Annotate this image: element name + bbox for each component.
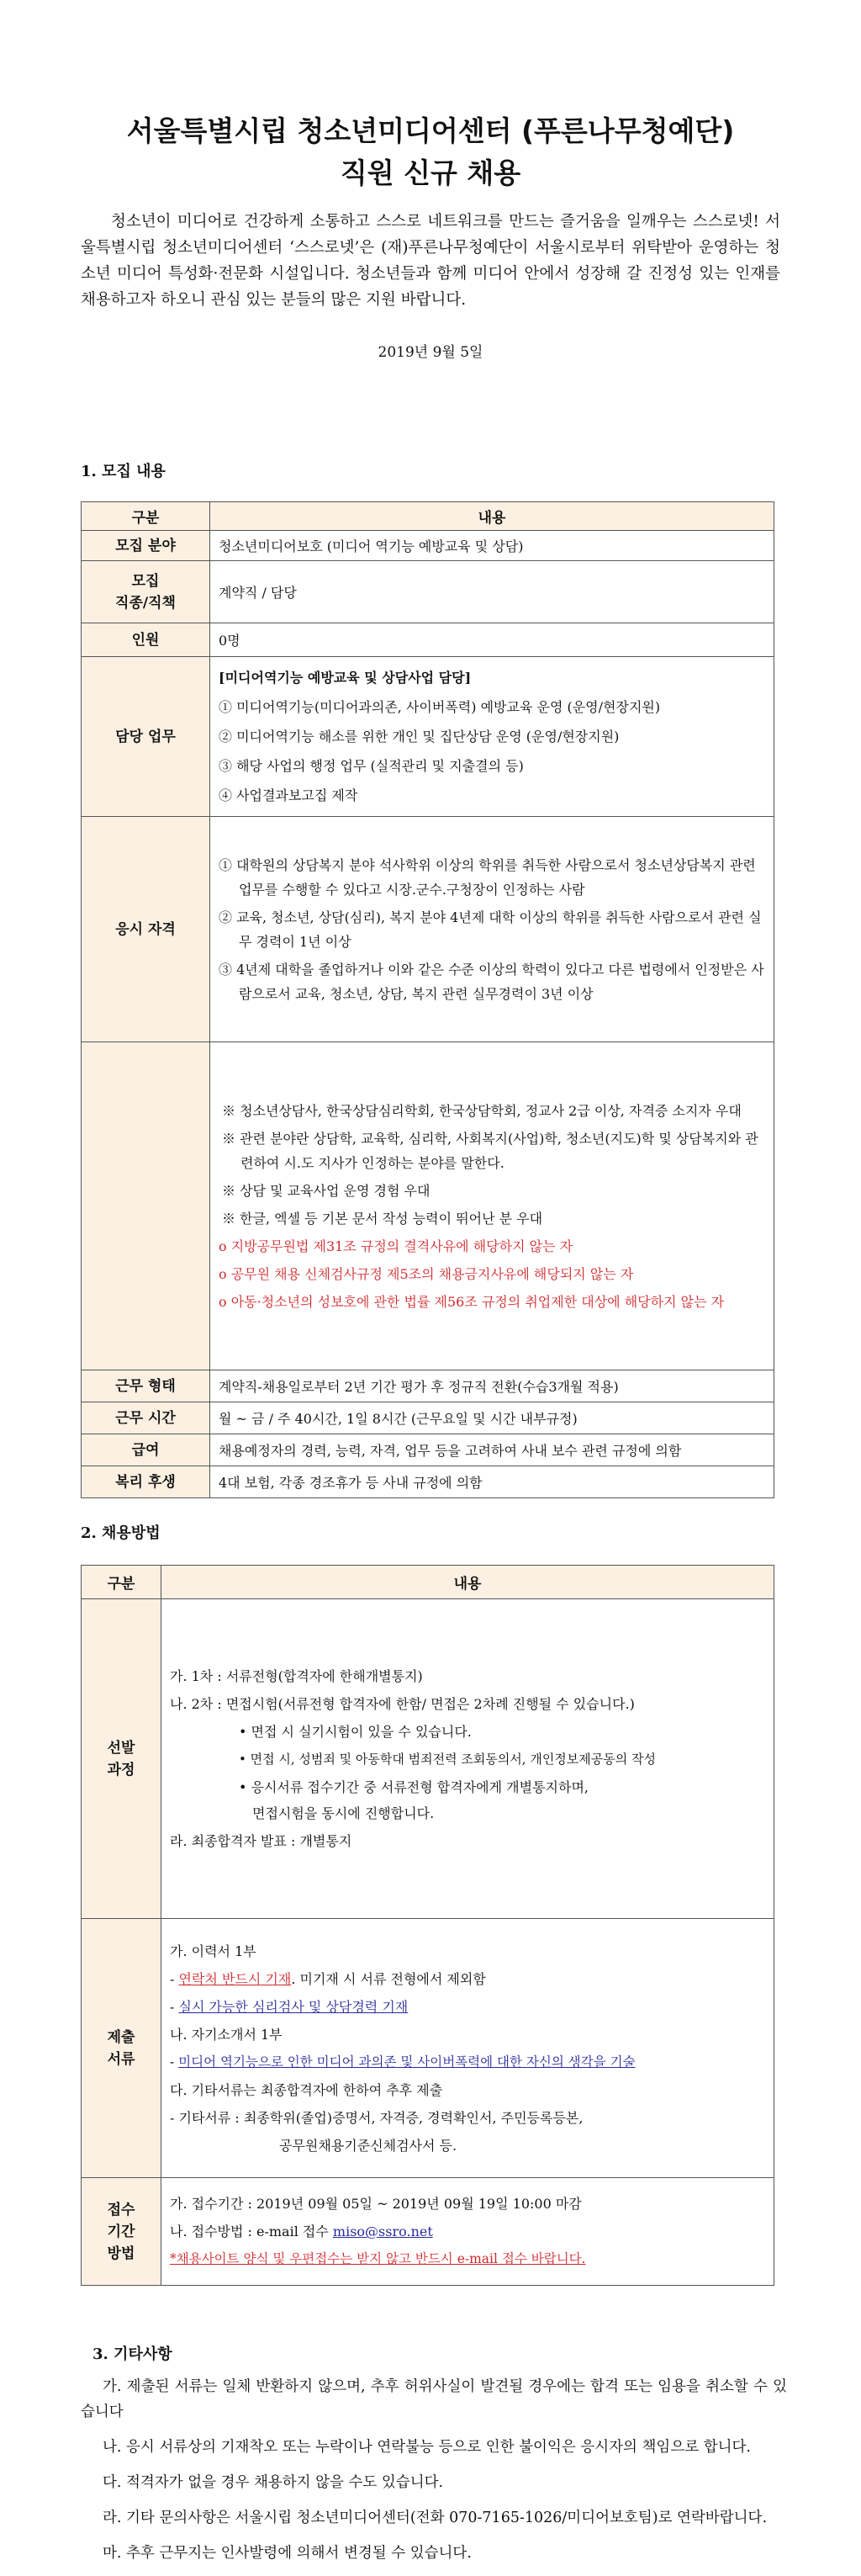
documents-line bbox=[170, 2051, 765, 2074]
disqualification-item: o 공무원 채용 신체검사규정 제5조의 채용금지사유에 해당되지 않는 자 bbox=[219, 1265, 634, 1282]
other-notes bbox=[81, 2374, 787, 2576]
row-label-count: 인원 bbox=[82, 623, 210, 657]
page-title: 서울특별시립 청소년미디어센터 (푸른나무청예단) bbox=[126, 114, 735, 147]
disqualification-item: o 아동·청소년의 성보호에 관한 법률 제56조 규정의 취업제한 대상에 해당하지 않는 자 bbox=[219, 1293, 725, 1310]
apply-email-link[interactable]: miso@ssro.net bbox=[332, 2224, 433, 2239]
row-label-work-hours: 근무 시간 bbox=[82, 1402, 210, 1434]
row-value-preference bbox=[210, 1042, 774, 1370]
row-value-qualification bbox=[210, 817, 774, 1042]
row-label-documents-line1: 제출 bbox=[107, 2028, 135, 2046]
note-item: 라. 기타 문의사항은 서울시립 청소년미디어센터(전화 070-7165-1026/미디어보호팀)로 연락바랍니다. bbox=[103, 2510, 768, 2526]
row-label-apply-line2: 기간 bbox=[107, 2223, 135, 2240]
preference-item: ※ 상담 및 교육사업 운영 경험 우대 bbox=[222, 1182, 430, 1199]
row-label-preference bbox=[82, 1042, 210, 1370]
dash: - bbox=[170, 2054, 179, 2070]
hiring-method-table bbox=[81, 1565, 774, 2286]
documents-line bbox=[170, 1996, 765, 2018]
selection-line: 라. 최종합격자 발표 : 개별통지 bbox=[170, 1833, 352, 1849]
row-label-work-form: 근무 형태 bbox=[82, 1370, 210, 1402]
duty-item: ④ 사업결과보고집 제작 bbox=[219, 787, 358, 803]
row-label-apply bbox=[82, 2178, 161, 2286]
row-value-field: 청소년미디어보호 (미디어 역기능 예방교육 및 상담) bbox=[210, 531, 774, 561]
row-value-selection bbox=[161, 1599, 774, 1919]
selection-line: 나. 2차 : 면접시험(서류전형 합격자에 한함/ 면접은 2차례 진행될 수 있습니다.) bbox=[170, 1696, 635, 1712]
preference-item: ※ 청소년상담사, 한국상담심리학회, 한국상담학회, 정교사 2급 이상, 자격증 소지자 우대 bbox=[222, 1102, 742, 1119]
duty-heading: [미디어역기능 예방교육 및 상담사업 담당] bbox=[219, 670, 472, 686]
row-label-documents-line2: 서류 bbox=[107, 2050, 135, 2068]
row-label-apply-line1: 접수 bbox=[107, 2201, 135, 2218]
duty-item: ① 미디어역기능(미디어과의존, 사이버폭력) 예방교육 운영 (운영/현장지원) bbox=[219, 699, 661, 715]
row-value-work-hours: 월 ~ 금 / 주 40시간, 1일 8시간 (근무요일 및 시간 내부규정) bbox=[210, 1402, 774, 1434]
col-header-content: 내용 bbox=[210, 502, 774, 531]
documents-line: - 기타서류 : 최종학위(졸업)증명서, 자격증, 경력확인서, 주민등록등본, bbox=[170, 2109, 584, 2126]
qualification-item: ③ 4년제 대학을 졸업하거나 이와 같은 수준 이상의 학력이 있다고 다른 법령에서 인정받은 사람으로서 교육, 청소년, 상담, 복지 관련 실무경력이 3년 이상 bbox=[219, 961, 764, 1002]
section3-heading: 3. 기타사항 bbox=[92, 2345, 172, 2363]
documents-line: 가. 이력서 1부 bbox=[170, 1943, 256, 1959]
row-label-documents bbox=[82, 1919, 161, 2178]
qualification-item: ② 교육, 청소년, 상담(심리), 복지 분야 4년제 대학 이상의 학위를 취득한 사람으로서 관련 실무 경력이 1년 이상 bbox=[219, 909, 762, 950]
recruitment-table bbox=[81, 501, 774, 1498]
documents-line bbox=[170, 1968, 765, 1990]
note-item: 나. 응시 서류상의 기재착오 또는 누락이나 연락불능 등으로 인한 불이익은 응시자의 책임으로 합니다. bbox=[103, 2439, 751, 2456]
col-header-label: 구분 bbox=[82, 1566, 161, 1599]
row-value-work-form: 계약직-채용일로부터 2년 기간 평가 후 정규직 전환(수습3개월 적용) bbox=[210, 1370, 774, 1402]
row-value-welfare: 4대 보험, 각종 경조휴가 등 사내 규정에 의함 bbox=[210, 1466, 774, 1498]
row-label-field: 모집 분야 bbox=[82, 531, 210, 561]
intro-paragraph: 청소년이 미디어로 건강하게 소통하고 스스로 네트워크를 만드는 즐거움을 일깨우는 스스로넷! 서울특별시립 청소년미디어센터 ‘스스로넷’은 (재)푸른나무청예단이 서울시로부터 위탁받아 운영하는 청소년 미디어 특성화·전문화 시설입니다. 청소년들과 함께 미디어 안에서 성장해 갈 진정성 있는 인재를 채용하고자 하오니 관심 있는 분들의 많은 지원 바랍니다. bbox=[81, 213, 780, 309]
page-subtitle: 직원 신규 채용 bbox=[340, 156, 521, 189]
row-label-selection-line1: 선발 bbox=[107, 1739, 135, 1757]
row-label-type-line1: 모집 bbox=[131, 572, 160, 590]
section1-heading: 1. 모집 내용 bbox=[81, 463, 166, 480]
notice-date: 2019년 9월 5일 bbox=[378, 344, 483, 361]
documents-emphasis: 미디어 역기능으로 인한 미디어 과의존 및 사이버폭력에 대한 자신의 생각을 기술 bbox=[178, 2054, 636, 2070]
preference-item: ※ 한글, 엑셀 등 기본 문서 작성 능력이 뛰어난 분 우대 bbox=[222, 1210, 543, 1227]
col-header-label: 구분 bbox=[82, 502, 210, 531]
selection-line: • 면접 시 실기시험이 있을 수 있습니다. bbox=[239, 1724, 472, 1740]
row-label-welfare: 복리 후생 bbox=[82, 1466, 210, 1498]
documents-text: . 미기재 시 서류 전형에서 제외함 bbox=[291, 1970, 486, 1987]
row-label-selection bbox=[82, 1599, 161, 1919]
selection-line: 가. 1차 : 서류전형(합격자에 한해개별통지) bbox=[170, 1668, 423, 1684]
section2-heading: 2. 채용방법 bbox=[81, 1524, 161, 1542]
apply-notice: *채용사이트 양식 및 우편접수는 받지 않고 반드시 e-mail 접수 바랍니다. bbox=[170, 2251, 586, 2266]
documents-line: 나. 자기소개서 1부 bbox=[170, 2026, 283, 2043]
dash: - bbox=[170, 1970, 179, 1987]
apply-line: 가. 접수기간 : 2019년 09월 05일 ~ 2019년 09월 19일 10:00 마감 bbox=[170, 2196, 582, 2212]
preference-item: ※ 관련 분야란 상담학, 교육학, 심리학, 사회복지(사업)학, 청소년(지도)학 및 상담복지와 관련하여 시.도 지사가 인정하는 분야를 말한다. bbox=[222, 1130, 758, 1171]
qualification-item: ① 대학원의 상담복지 분야 석사학위 이상의 학위를 취득한 사람으로서 청소년상담복지 관련 업무를 수행할 수 있다고 시장.군수.구청장이 인정하는 사람 bbox=[219, 856, 756, 898]
row-value-type: 계약직 / 담당 bbox=[210, 561, 774, 623]
row-label-qualification: 응시 자격 bbox=[82, 817, 210, 1042]
row-label-duty: 담당 업무 bbox=[82, 657, 210, 817]
documents-line: 다. 기타서류는 최종합격자에 한하여 추후 제출 bbox=[170, 2081, 443, 2098]
documents-emphasis: 실시 가능한 심리검사 및 상담경력 기재 bbox=[178, 1998, 409, 2015]
dash: - bbox=[170, 1998, 179, 2015]
apply-line bbox=[170, 2220, 765, 2243]
row-label-type bbox=[82, 561, 210, 623]
row-label-type-line2: 직종/직책 bbox=[115, 594, 176, 612]
row-label-salary: 급여 bbox=[82, 1434, 210, 1466]
documents-emphasis: 연락처 반드시 기재 bbox=[178, 1970, 292, 1987]
row-value-documents bbox=[161, 1919, 774, 2178]
selection-line: • 응시서류 접수기간 중 서류전형 합격자에게 개별통지하며, bbox=[239, 1779, 589, 1795]
disqualification-item: o 지방공무원법 제31조 규정의 결격사유에 해당하지 않는 자 bbox=[219, 1238, 573, 1254]
row-label-apply-line3: 방법 bbox=[107, 2245, 135, 2262]
row-label-selection-line2: 과정 bbox=[107, 1761, 135, 1778]
documents-line: 공무원채용기준신체검사서 등. bbox=[279, 2137, 457, 2154]
row-value-salary: 채용예정자의 경력, 능력, 자격, 업무 등을 고려하여 사내 보수 관련 규정에 의함 bbox=[210, 1434, 774, 1466]
row-value-duty bbox=[210, 657, 774, 817]
apply-method-text: 나. 접수방법 : e-mail 접수 bbox=[170, 2224, 333, 2239]
duty-item: ③ 해당 사업의 행정 업무 (실적관리 및 지출결의 등) bbox=[219, 758, 524, 774]
note-item: 마. 추후 근무지는 인사발령에 의해서 변경될 수 있습니다. bbox=[103, 2545, 472, 2562]
duty-item: ② 미디어역기능 해소를 위한 개인 및 집단상담 운영 (운영/현장지원) bbox=[219, 729, 620, 745]
note-item: 다. 적격자가 없을 경우 채용하지 않을 수도 있습니다. bbox=[103, 2474, 444, 2491]
col-header-content: 내용 bbox=[161, 1566, 774, 1599]
selection-line: 면접시험을 동시에 진행합니다. bbox=[252, 1805, 435, 1821]
selection-line: • 면접 시, 성범죄 및 아동학대 범죄전력 조회동의서, 개인정보제공동의 작성 bbox=[239, 1752, 656, 1767]
row-value-apply bbox=[161, 2178, 774, 2286]
note-item: 가. 제출된 서류는 일체 반환하지 않으며, 추후 허위사실이 발견될 경우에는 합격 또는 임용을 취소할 수 있습니다 bbox=[81, 2378, 787, 2420]
row-value-count: 0명 bbox=[210, 623, 774, 657]
